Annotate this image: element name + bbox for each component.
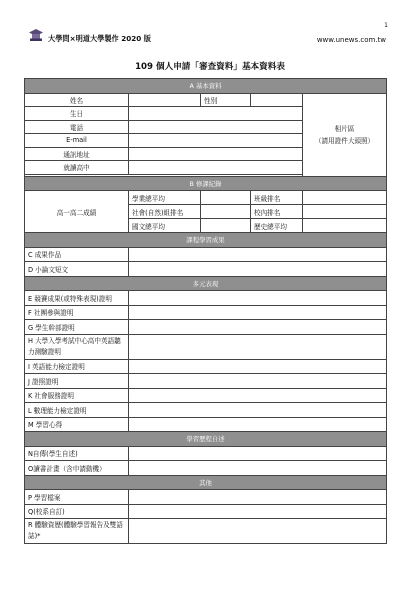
photo-area-note: （請用證件大頭照） [314,136,375,145]
item-value[interactable] [129,262,387,277]
grade-value-history-average[interactable] [303,219,387,233]
item-label: L 數理能力檢定證明 [25,403,129,418]
list-item [25,334,387,359]
grade-label-history-average: 歷史總平均 [251,219,303,233]
section-b-header-row [25,176,387,191]
grade-label-school-rank: 校內排名 [251,205,303,219]
list-item [25,359,387,374]
site-url[interactable]: www.unews.com.tw [316,36,386,44]
grades-label: 高一高二成績 [25,191,129,233]
list-item [25,320,387,335]
grade-value-academic-average[interactable] [201,191,251,205]
grade-label-chinese-average: 國文總平均 [129,219,201,233]
list-item [25,490,387,505]
item-label: C 成果作品 [25,247,129,262]
item-label: H 大學入學考試中心高中英語聽力測驗證明 [25,334,129,359]
item-value[interactable] [129,417,387,432]
item-value[interactable] [129,490,387,505]
photo-area[interactable] [303,93,387,176]
item-label: G 學生幹部證明 [25,320,129,335]
other-header: 其他 [25,475,387,490]
cap-logo-icon [28,28,44,42]
email-value[interactable] [129,134,303,148]
name-row [25,93,387,107]
grade-label-track-rank: 社會(自然)組排名 [129,205,201,219]
email-label: E-mail [25,134,129,148]
item-value[interactable] [129,359,387,374]
item-value[interactable] [129,374,387,389]
phone-label: 電話 [25,120,129,134]
gender-label: 性別 [201,93,251,107]
school-value[interactable] [129,161,303,175]
diverse-header-row [25,276,387,291]
item-value[interactable] [129,291,387,306]
list-item [25,519,387,544]
item-value[interactable] [129,446,387,461]
brand-text: 大學問×明道大學製作 2020 版 [48,34,151,43]
list-item [25,291,387,306]
grade-value-school-rank[interactable] [303,205,387,219]
courses-header-row [25,233,387,248]
address-value[interactable] [129,147,303,161]
list-item [25,403,387,418]
grade-label-academic-average: 學業總平均 [129,191,201,205]
other-header-row [25,475,387,490]
list-item [25,504,387,519]
grade-value-chinese-average[interactable] [201,219,251,233]
address-label: 通訊地址 [25,147,129,161]
item-label: R 體驗資歷(體驗學習報告及雙語誌)* [25,519,129,544]
item-label: O讀書計畫（含申請動機） [25,461,129,476]
list-item [25,446,387,461]
grades-row-1 [25,191,387,205]
item-label: M 學習心得 [25,417,129,432]
item-value[interactable] [129,334,387,359]
page-number: 1 [384,22,388,29]
phone-value[interactable] [129,120,303,134]
birthday-label: 生日 [25,107,129,121]
item-label: J 證照證明 [25,374,129,389]
section-a-header: A 基本資料 [25,79,387,94]
list-item [25,388,387,403]
diverse-header: 多元表現 [25,276,387,291]
narrative-header: 學習歷程自述 [25,432,387,447]
item-label: D 小論文短文 [25,262,129,277]
item-value[interactable] [129,305,387,320]
grade-value-class-rank[interactable] [303,191,387,205]
item-value[interactable] [129,461,387,476]
item-value[interactable] [129,504,387,519]
section-b-header: B 修課紀錄 [25,176,387,191]
item-label: Q(校系自訂) [25,504,129,519]
list-item [25,374,387,389]
item-value[interactable] [129,403,387,418]
photo-area-title: 相片區 [334,124,355,133]
item-label: F 社團參與證明 [25,305,129,320]
courses-header: 課程學習成果 [25,233,387,248]
page-header [0,0,420,56]
school-label: 就讀高中 [25,161,129,175]
form-title: 109 個人申請「審查資料」基本資料表 [135,62,285,72]
name-label: 姓名 [25,93,129,107]
section-a-header-row [25,79,387,94]
item-value[interactable] [129,320,387,335]
item-value[interactable] [129,247,387,262]
item-value[interactable] [129,519,387,544]
narrative-header-row [25,432,387,447]
birthday-value[interactable] [129,107,303,121]
list-item [25,247,387,262]
list-item [25,305,387,320]
item-label: K 社會服務證明 [25,388,129,403]
list-item [25,262,387,277]
list-item [25,417,387,432]
grade-value-track-rank[interactable] [201,205,251,219]
grade-label-class-rank: 班級排名 [251,191,303,205]
item-label: N自傳(學生自述) [25,446,129,461]
list-item [25,461,387,476]
item-label: P 學習檔案 [25,490,129,505]
item-label: I 英語能力檢定證明 [25,359,129,374]
name-value[interactable] [129,93,201,107]
item-label: E 競賽成果(或特殊表現)證明 [25,291,129,306]
item-value[interactable] [129,388,387,403]
application-form-table [24,78,387,544]
gender-value[interactable] [251,93,303,107]
